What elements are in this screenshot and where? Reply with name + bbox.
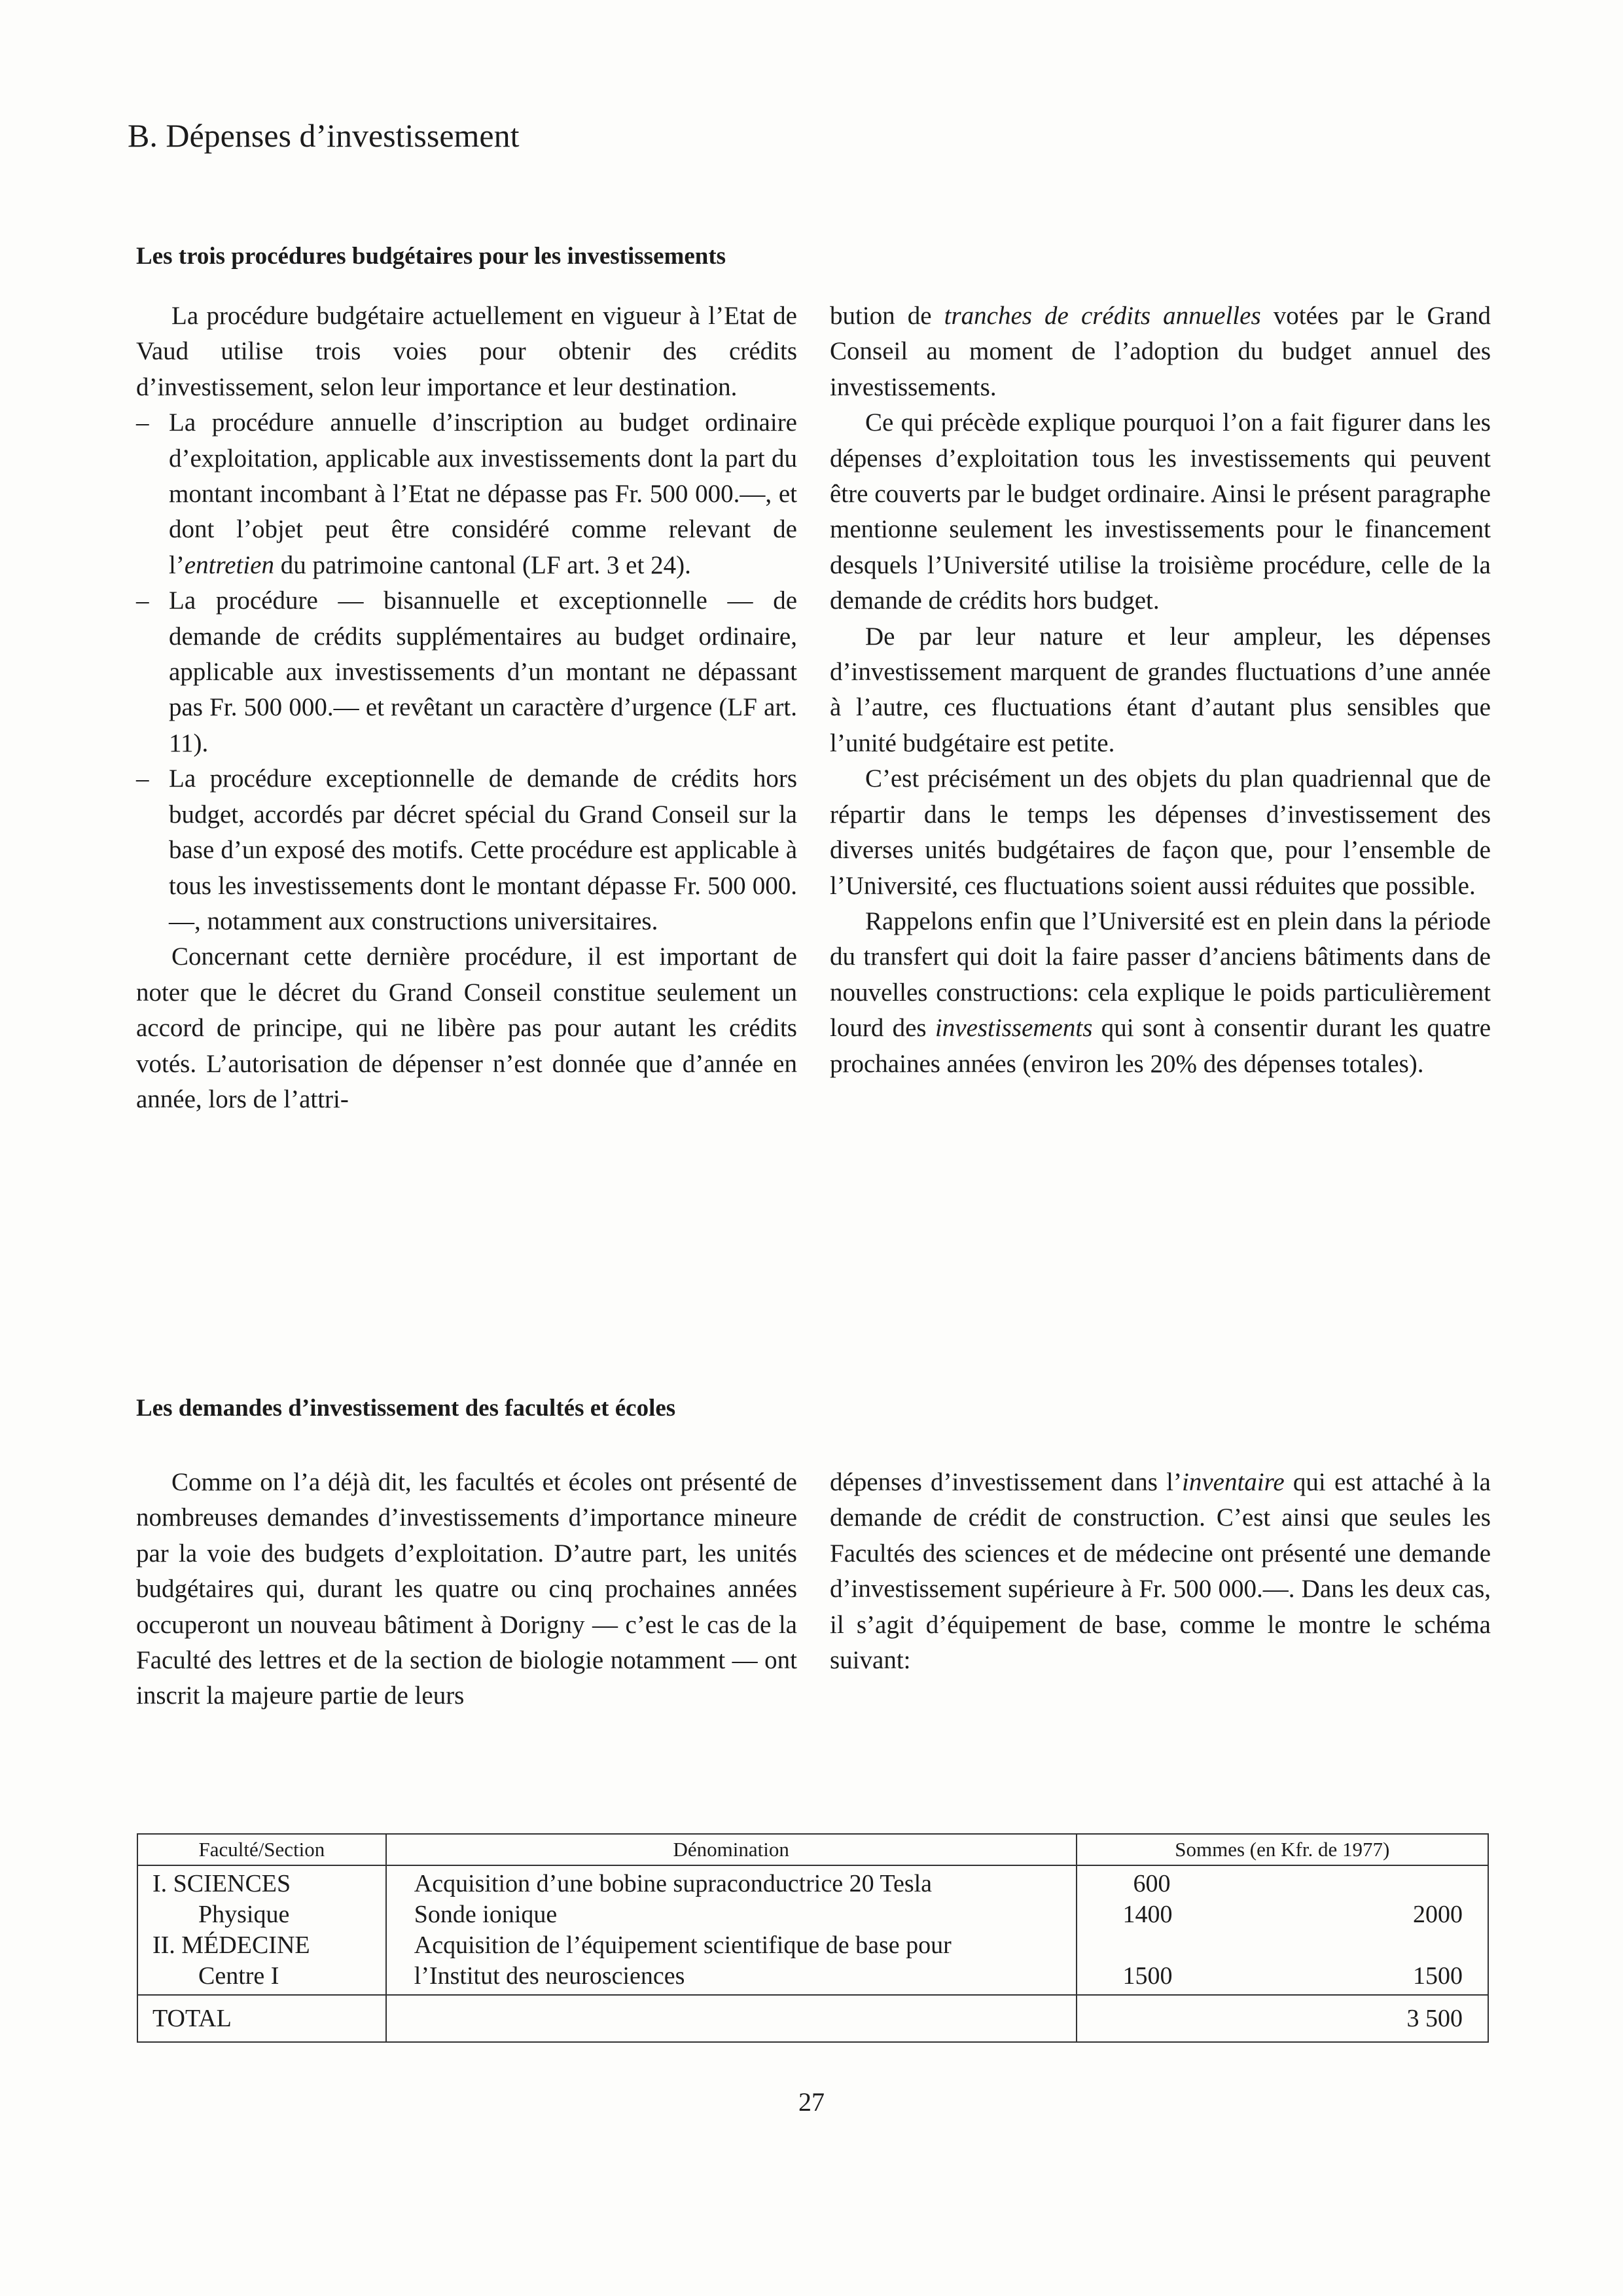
emphasis-inventaire: inventaire: [1182, 1468, 1285, 1496]
bullet-biannual-procedure: [136, 583, 797, 761]
section1-left-column: [136, 298, 797, 1117]
table-total-row: [137, 1995, 1488, 2042]
cell-denomination: [386, 1865, 1077, 1995]
bullet-mark: –: [136, 764, 149, 793]
emphasis-tranches: tranches de crédits annuelles: [944, 302, 1261, 330]
bullet-exceptional-procedure: [136, 761, 797, 939]
cell-subtotal: [1272, 1865, 1488, 1995]
section2-title: Les demandes d’investissement des facultés et écoles: [136, 1395, 676, 1422]
cell-faculty: [137, 1865, 386, 1995]
section1-right-paragraph-4: C’est précisément un des objets du plan quadriennal que de répartir dans le temps les dépenses d’investissement des diverses unités budgétaires de façon que, pour l’ensemble de l’Université, ces fluctuations soient aussi réduites que possible.: [830, 764, 1491, 900]
bullet-annual-procedure: [136, 405, 797, 583]
faculty-sciences: I. SCIENCES: [152, 1870, 291, 1897]
subtotal-equipement: [1281, 1930, 1463, 1961]
header-faculty: Faculté/Section: [137, 1834, 386, 1865]
emphasis-investissements: investissements: [935, 1014, 1093, 1043]
paragraph-text-end: qui sont à consentir durant les quatre prochaines années (environ les 20% des dépenses totales).: [830, 1014, 1491, 1078]
bullet-exceptional-text: La procédure exceptionnelle de demande de crédits hors budget, accordés par décret spécial du Grand Conseil sur la base d’un exposé des motifs. Cette procédure est applicable à tous les investissements dont le montant dépasse Fr. 500 000.—, notamment aux constructions universitaires.: [169, 764, 797, 935]
faculty-medecine: II. MÉDECINE: [152, 1931, 310, 1959]
paragraph-text-end: qui est attaché à la demande de crédit de construction. C’est ainsi que seules les Facultés des sciences et de médecine ont présenté une demande d’investissement supérieure à Fr. 500 000.—. Dans les deux cas, il s’agit d’équipement de base, comme le montre le schéma suivant:: [830, 1468, 1491, 1675]
bullet-annual-text-end: du patrimoine cantonal (LF art. 3 et 24).: [274, 550, 691, 579]
header-sums: Sommes (en Kfr. de 1977): [1077, 1834, 1488, 1865]
section-heading: B. Dépenses d’investissement: [128, 117, 520, 154]
section1-title: Les trois procédures budgétaires pour les investissements: [136, 243, 726, 270]
section1-right-paragraph-5: [830, 904, 1491, 1082]
bullet-biannual-text: La procédure — bisannuelle et exceptionnelle — de demande de crédits supplémentaires au budget ordinaire, applicable aux investissements d’un montant ne dépassant pas Fr. 500 000.— et revêtant un caractère d’urgence (LF art. 11).: [169, 586, 797, 757]
denomination-institut: l’Institut des neurosciences: [414, 1962, 685, 1990]
section2-left-paragraph-1: Comme on l’a déjà dit, les facultés et écoles ont présenté de nombreuses demandes d’investissements d’importance mineure par la voie des budgets d’exploitation. D’autre part, les unités budgétaires qui, durant les quatre ou cinq prochaines années occuperont un nouveau bâtiment à Dorigny — c’est le cas de la Faculté des lettres et de la section de biologie notamment — ont inscrit la majeure partie de leurs: [136, 1468, 797, 1710]
section1-right-paragraph-3: De par leur nature et leur ampleur, les dépenses d’investissement marquent de grandes fluctuations d’une année à l’autre, ces fluctuations étant d’autant plus sensibles que l’unité budgétaire est petite.: [830, 622, 1491, 757]
paragraph-text: Rappelons enfin que l’Université est en plein dans la période du transfert qui doit la faire passer d’anciens bâtiments dans de nouvelles constructions: cela explique le poids particulièrement lourd des: [830, 906, 1491, 1043]
investment-table: [137, 1833, 1489, 2043]
total-empty-cell: [386, 1995, 1077, 2042]
amount-institut: 1500: [1122, 1962, 1173, 1990]
section1-right-column: [830, 298, 1491, 1082]
page-number: 27: [798, 2087, 825, 2117]
subtotal-medecine: 1500: [1413, 1962, 1463, 1990]
cell-amount: [1077, 1865, 1273, 1995]
amount-bobine: 600: [1133, 1870, 1171, 1897]
section1-left-paragraph-2: Concernant cette dernière procédure, il est important de noter que le décret du Grand Conseil constitue seulement un accord de principe, qui ne libère pas pour autant les crédits votés. L’autorisation de dépenser n’est donnée que d’année en année, lors de l’attri-: [136, 942, 797, 1113]
paragraph-text: bution de: [830, 302, 944, 330]
paragraph-text-end: votées par le Grand Conseil au moment de l’adoption du budget annuel des investissements.: [830, 302, 1491, 401]
section1-left-paragraph-1: La procédure budgétaire actuellement en vigueur à l’Etat de Vaud utilise trois voies pour obtenir des crédits d’investissement, selon leur importance et leur destination.: [136, 302, 797, 401]
section1-right-paragraph-1: [830, 298, 1491, 405]
section1-right-paragraph-2: Ce qui précède explique pourquoi l’on a fait figurer dans les dépenses d’exploitation tous les investissements qui peuvent être couverts par le budget ordinaire. Ainsi le présent paragraphe mentionne seulement les investissements pour le financement desquels l’Université utilise la troisième procédure, celle de la demande de crédits hors budget.: [830, 408, 1491, 615]
subtotal-sciences: 2000: [1413, 1901, 1463, 1928]
amount-equipement: [1123, 1930, 1264, 1961]
amount-sonde: 1400: [1122, 1901, 1173, 1928]
table-row: [137, 1865, 1488, 1995]
emphasis-entretien: entretien: [184, 550, 274, 579]
table-header-row: [137, 1834, 1488, 1865]
section2-right-column: [830, 1465, 1491, 1678]
faculty-physique: Physique: [198, 1901, 290, 1928]
total-value: 3 500: [1077, 1995, 1488, 2042]
bullet-mark: –: [136, 408, 149, 437]
faculty-centre: Centre I: [198, 1962, 279, 1990]
denomination-equipement: Acquisition de l’équipement scientifique de base pour: [414, 1931, 952, 1959]
total-label: TOTAL: [137, 1995, 386, 2042]
bullet-annual-text: La procédure annuelle d’inscription au budget ordinaire d’exploitation, applicable aux investissements dont la part du montant incombant à l’Etat ne dépasse pas Fr. 500 000.—, et dont l’objet peut être considéré comme relevant de l’: [169, 408, 797, 579]
section2-right-paragraph-1: [830, 1465, 1491, 1678]
subtotal-bobine: [1281, 1869, 1463, 1899]
bullet-mark: –: [136, 586, 149, 615]
header-denomination: Dénomination: [386, 1834, 1077, 1865]
section2-left-column: [136, 1465, 797, 1714]
denomination-sonde: Sonde ionique: [414, 1901, 558, 1928]
paragraph-text: dépenses d’investissement dans l’: [830, 1468, 1182, 1496]
denomination-bobine: Acquisition d’une bobine supraconductrice 20 Tesla: [414, 1870, 933, 1897]
